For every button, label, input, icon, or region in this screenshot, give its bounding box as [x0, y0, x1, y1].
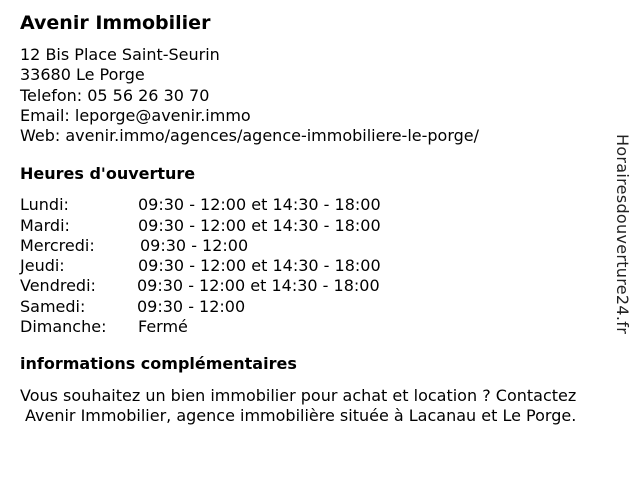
day-label: Jeudi: — [20, 256, 65, 276]
info-line-2: Avenir Immobilier, agence immobilière située à Lacanau et Le Porge. — [25, 406, 577, 426]
hours-table — [20, 195, 620, 336]
info-description — [20, 386, 630, 427]
business-name: Avenir Immobilier — [20, 12, 211, 34]
day-hours: Fermé — [138, 316, 188, 336]
hours-title: Heures d'ouverture — [20, 164, 196, 184]
day-label: Lundi: — [20, 195, 69, 215]
day-hours: 09:30 - 12:00 et 14:30 - 18:00 — [138, 195, 381, 215]
web-line: Web: avenir.immo/agences/agence-immobiliere-le-porge/ — [20, 126, 480, 146]
day-label: Mardi: — [20, 215, 70, 235]
day-hours: 09:30 - 12:00 et 14:30 - 18:00 — [138, 215, 381, 235]
hours-row-mercredi — [20, 236, 620, 256]
hours-row-lundi — [20, 195, 620, 215]
day-label: Mercredi: — [20, 235, 95, 255]
hours-row-dimanche — [20, 317, 620, 337]
hours-row-samedi — [20, 297, 620, 317]
day-label: Vendredi: — [20, 276, 96, 296]
address-street: 12 Bis Place Saint-Seurin — [20, 45, 220, 64]
business-card — [20, 10, 620, 427]
day-label: Dimanche: — [20, 316, 107, 336]
hours-row-vendredi — [20, 276, 620, 296]
info-title: informations complémentaires — [20, 353, 297, 373]
day-hours: 09:30 - 12:00 et 14:30 - 18:00 — [137, 276, 380, 296]
address-city: 33680 Le Porge — [20, 65, 145, 85]
site-watermark: Horairesdouverture24.fr — [613, 134, 632, 335]
day-hours: 09:30 - 12:00 et 14:30 - 18:00 — [138, 256, 381, 276]
hours-row-mardi — [20, 216, 620, 236]
phone-line: Telefon: 05 56 26 30 70 — [20, 85, 210, 105]
email-line: Email: leporge@avenir.immo — [20, 105, 251, 125]
day-hours: 09:30 - 12:00 — [137, 296, 246, 316]
day-label: Samedi: — [20, 296, 86, 316]
info-line-1: Vous souhaitez un bien immobilier pour achat et location ? Contactez — [20, 385, 577, 405]
hours-row-jeudi — [20, 256, 620, 276]
contact-block — [20, 45, 620, 146]
day-hours: 09:30 - 12:00 — [140, 235, 249, 255]
